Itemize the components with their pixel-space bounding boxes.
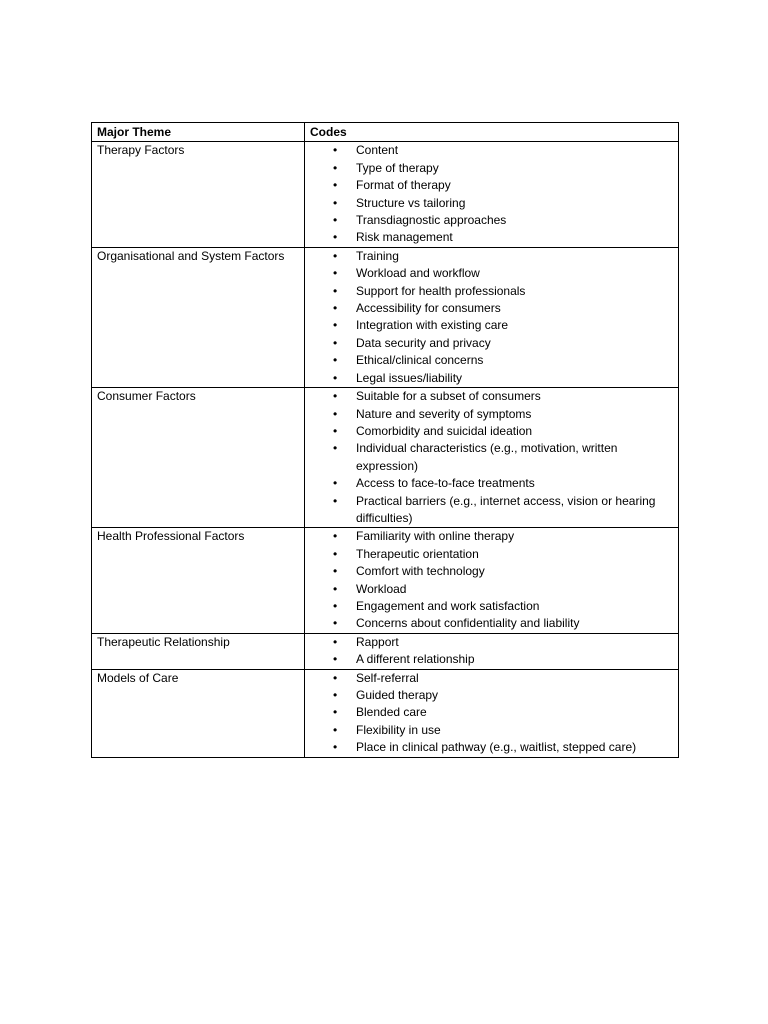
code-item [310, 195, 674, 212]
code-item [310, 615, 674, 632]
code-item [310, 493, 674, 528]
bullet-icon: • [333, 283, 338, 298]
code-item [310, 317, 674, 334]
code-text: Structure vs tailoring [356, 195, 466, 210]
bullet-icon: • [333, 616, 338, 631]
code-item [310, 265, 674, 282]
bullet-icon: • [333, 353, 338, 368]
code-text: Comorbidity and suicidal ideation [356, 423, 533, 438]
code-text: Flexibility in use [356, 722, 441, 737]
code-text: Nature and severity of symptoms [356, 406, 532, 421]
bullet-icon: • [333, 652, 338, 667]
bullet-icon: • [333, 529, 338, 544]
bullet-icon: • [333, 581, 338, 596]
code-text: A different relationship [356, 652, 475, 667]
code-item [310, 300, 674, 317]
code-text: Suitable for a subset of consumers [356, 389, 541, 404]
bullet-icon: • [333, 213, 338, 228]
bullet-icon: • [333, 178, 338, 193]
bullet-icon: • [333, 143, 338, 158]
code-text: Data security and privacy [356, 335, 491, 350]
bullet-icon: • [333, 546, 338, 561]
code-text: Training [356, 248, 399, 263]
theme-cell: Organisational and System Factors [92, 247, 305, 387]
code-text: Practical barriers (e.g., internet access, vision or hearing difficulties) [356, 493, 656, 525]
theme-cell: Consumer Factors [92, 388, 305, 528]
code-text: Content [356, 143, 399, 158]
bullet-icon: • [333, 423, 338, 438]
code-item [310, 177, 674, 194]
bullet-icon: • [333, 230, 338, 245]
theme-cell: Therapeutic Relationship [92, 633, 305, 669]
code-item [310, 475, 674, 492]
code-item [310, 581, 674, 598]
codes-list [310, 670, 674, 757]
codes-cell [305, 388, 679, 528]
code-item [310, 142, 674, 159]
code-item [310, 248, 674, 265]
code-item [310, 739, 674, 756]
table-row [92, 633, 679, 669]
code-item [310, 283, 674, 300]
code-item [310, 528, 674, 545]
bullet-icon: • [333, 370, 338, 385]
bullet-icon: • [333, 634, 338, 649]
code-text: Concerns about confidentiality and liability [356, 616, 580, 631]
code-text: Integration with existing care [356, 318, 509, 333]
code-item [310, 704, 674, 721]
bullet-icon: • [333, 493, 338, 508]
codes-cell [305, 669, 679, 757]
bullet-icon: • [333, 266, 338, 281]
code-text: Blended care [356, 705, 427, 720]
code-text: Transdiagnostic approaches [356, 213, 507, 228]
code-text: Place in clinical pathway (e.g., waitlist, stepped care) [356, 740, 637, 755]
themes-table [91, 122, 679, 758]
code-item [310, 598, 674, 615]
code-text: Familiarity with online therapy [356, 529, 515, 544]
code-item [310, 423, 674, 440]
code-item [310, 335, 674, 352]
header-major-theme: Major Theme [92, 123, 305, 142]
code-item [310, 722, 674, 739]
code-text: Format of therapy [356, 178, 451, 193]
code-text: Legal issues/liability [356, 370, 463, 385]
codes-list [310, 634, 674, 669]
table-row [92, 247, 679, 387]
theme-cell: Therapy Factors [92, 142, 305, 247]
codes-list [310, 528, 674, 632]
code-item [310, 651, 674, 668]
code-item [310, 546, 674, 563]
code-text: Individual characteristics (e.g., motivation, written expression) [356, 441, 618, 473]
code-text: Guided therapy [356, 688, 439, 702]
theme-cell: Models of Care [92, 669, 305, 757]
theme-cell: Health Professional Factors [92, 528, 305, 633]
bullet-icon: • [333, 406, 338, 421]
code-text: Support for health professionals [356, 283, 526, 298]
code-text: Therapeutic orientation [356, 546, 479, 561]
code-item [310, 634, 674, 651]
bullet-icon: • [333, 476, 338, 491]
code-item [310, 352, 674, 369]
bullet-icon: • [333, 301, 338, 316]
bullet-icon: • [333, 389, 338, 404]
code-item [310, 687, 674, 704]
codes-list [310, 248, 674, 387]
bullet-icon: • [333, 722, 338, 737]
header-codes: Codes [305, 123, 679, 142]
code-item [310, 440, 674, 475]
table-row [92, 669, 679, 757]
code-text: Ethical/clinical concerns [356, 353, 484, 368]
code-text: Rapport [356, 634, 399, 649]
codes-cell [305, 142, 679, 247]
code-text: Access to face-to-face treatments [356, 476, 535, 491]
bullet-icon: • [333, 564, 338, 579]
bullet-icon: • [333, 195, 338, 210]
code-item [310, 388, 674, 405]
code-text: Comfort with technology [356, 564, 485, 579]
bullet-icon: • [333, 248, 338, 263]
code-item [310, 670, 674, 687]
code-text: Workload [356, 581, 407, 596]
code-item [310, 370, 674, 387]
header-row [92, 123, 679, 142]
bullet-icon: • [333, 318, 338, 333]
codes-cell [305, 633, 679, 669]
code-item [310, 563, 674, 580]
code-text: Type of therapy [356, 160, 439, 175]
code-text: Engagement and work satisfaction [356, 598, 540, 613]
code-text: Risk management [356, 230, 453, 245]
table-row [92, 388, 679, 528]
table-row [92, 528, 679, 633]
code-item [310, 160, 674, 177]
codes-cell [305, 528, 679, 633]
code-item [310, 212, 674, 229]
codes-list [310, 142, 674, 246]
bullet-icon: • [333, 598, 338, 613]
bullet-icon: • [333, 705, 338, 720]
code-text: Self-referral [356, 670, 419, 685]
codes-list [310, 388, 674, 527]
bullet-icon: • [333, 335, 338, 350]
code-item [310, 229, 674, 246]
code-text: Workload and workflow [356, 266, 480, 281]
bullet-icon: • [333, 688, 338, 702]
table-row [92, 142, 679, 247]
bullet-icon: • [333, 160, 338, 175]
code-text: Accessibility for consumers [356, 301, 501, 316]
bullet-icon: • [333, 740, 338, 755]
bullet-icon: • [333, 670, 338, 685]
codes-cell [305, 247, 679, 387]
bullet-icon: • [333, 441, 338, 456]
code-item [310, 406, 674, 423]
